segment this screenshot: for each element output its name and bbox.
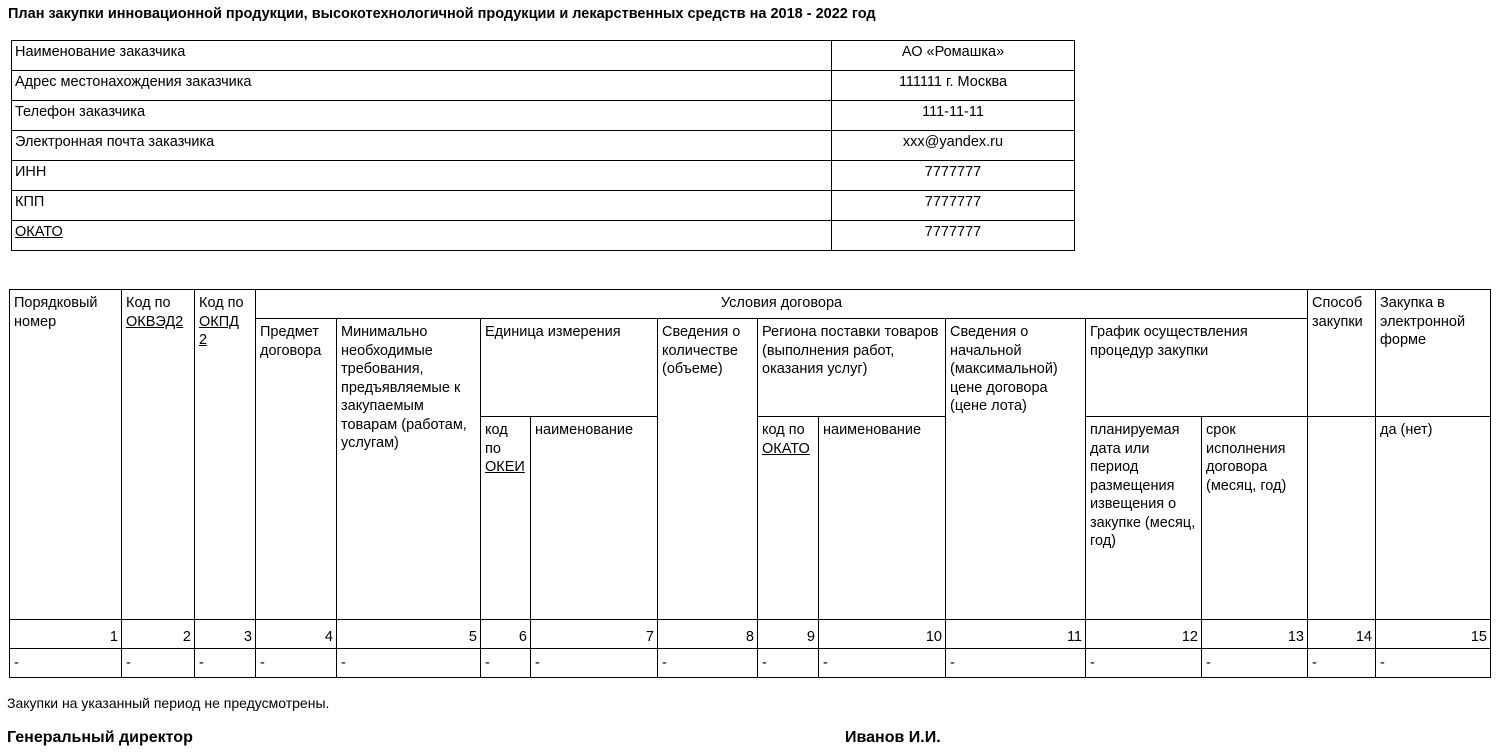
yes-no-header: да (нет) xyxy=(1376,417,1491,620)
unit-code-header xyxy=(481,417,531,620)
no-procurement-note: Закупки на указанный период не предусмотрены. xyxy=(7,695,330,711)
schedule-header: График осуществления процедур закупки xyxy=(1086,319,1308,417)
procurement-method-header: Способ закупки xyxy=(1308,290,1376,417)
okpd-header-text: Код по xyxy=(199,295,244,311)
customer-row xyxy=(12,41,1075,71)
column-number: 10 xyxy=(819,620,946,649)
column-number: 8 xyxy=(658,620,758,649)
empty-cell: - xyxy=(256,649,337,678)
document-title: План закупки инновационной продукции, высокотехнологичной продукции и лекарственных средств на 2018 - 2022 год xyxy=(8,6,876,22)
column-number: 3 xyxy=(195,620,256,649)
empty-cell: - xyxy=(10,649,122,678)
customer-row xyxy=(12,101,1075,131)
signatory-position: Генеральный директор xyxy=(7,729,193,746)
column-number: 6 xyxy=(481,620,531,649)
okpd-link[interactable]: ОКПД 2 xyxy=(199,313,239,348)
unit-code-text: код по xyxy=(485,422,508,457)
customer-okato-value: 7777777 xyxy=(832,221,1075,251)
unit-header: Единица измерения xyxy=(481,319,658,417)
okei-link[interactable]: ОКЕИ xyxy=(485,459,525,475)
customer-row xyxy=(12,191,1075,221)
customer-row xyxy=(12,71,1075,101)
procurement-plan-table xyxy=(9,289,1491,678)
customer-email-value: xxx@yandex.ru xyxy=(832,131,1075,161)
empty-cell: - xyxy=(195,649,256,678)
empty-cell: - xyxy=(337,649,481,678)
okato-code-link[interactable]: ОКАТО xyxy=(762,440,810,457)
customer-address-value: 111111 г. Москва xyxy=(832,71,1075,101)
electronic-procurement-header: Закупка в электронной форме xyxy=(1376,290,1491,417)
customer-row xyxy=(12,161,1075,191)
customer-name-value: АО «Ромашка» xyxy=(832,41,1075,71)
okved-header xyxy=(122,290,195,620)
column-number: 12 xyxy=(1086,620,1202,649)
customer-name-label: Наименование заказчика xyxy=(12,41,832,71)
column-number: 5 xyxy=(337,620,481,649)
okved-header-text: Код по xyxy=(126,295,171,311)
region-header: Региона поставки товаров (выполнения работ, оказания услуг) xyxy=(758,319,946,417)
okved-link[interactable]: ОКВЭД2 xyxy=(126,313,184,330)
column-number: 14 xyxy=(1308,620,1376,649)
empty-cell: - xyxy=(481,649,531,678)
column-number: 2 xyxy=(122,620,195,649)
header-row-1 xyxy=(10,290,1491,319)
customer-email-label: Электронная почта заказчика xyxy=(12,131,832,161)
contract-subject-header: Предмет договора xyxy=(256,319,337,620)
quantity-header: Сведения о количестве (объеме) xyxy=(658,319,758,620)
method-subheader xyxy=(1308,417,1376,620)
column-numbers-row xyxy=(10,620,1491,649)
requirements-header: Минимально необходимые требования, предъявляемые к закупаемым товарам (работам, услугам) xyxy=(337,319,481,620)
customer-row xyxy=(12,131,1075,161)
customer-inn-label: ИНН xyxy=(12,161,832,191)
unit-name-header: наименование xyxy=(531,417,658,620)
column-number: 7 xyxy=(531,620,658,649)
customer-inn-value: 7777777 xyxy=(832,161,1075,191)
customer-info-table xyxy=(11,40,1075,251)
column-number: 4 xyxy=(256,620,337,649)
customer-phone-label: Телефон заказчика xyxy=(12,101,832,131)
empty-cell: - xyxy=(1308,649,1376,678)
region-name-header: наименование xyxy=(819,417,946,620)
customer-row xyxy=(12,221,1075,251)
column-number: 1 xyxy=(10,620,122,649)
planned-date-header: планируемая дата или период размещения извещения о закупке (месяц, год) xyxy=(1086,417,1202,620)
customer-kpp-label: КПП xyxy=(12,191,832,221)
empty-cell: - xyxy=(122,649,195,678)
customer-okato-label xyxy=(12,221,832,251)
contract-conditions-header: Условия договора xyxy=(256,290,1308,319)
empty-cell: - xyxy=(758,649,819,678)
region-code-header xyxy=(758,417,819,620)
table-row xyxy=(10,649,1491,678)
okpd-header xyxy=(195,290,256,620)
empty-cell: - xyxy=(1376,649,1491,678)
order-number-header: Порядковый номер xyxy=(10,290,122,620)
empty-cell: - xyxy=(1202,649,1308,678)
contract-term-header: срок исполнения договора (месяц, год) xyxy=(1202,417,1308,620)
signatory-name: Иванов И.И. xyxy=(845,729,941,746)
empty-cell: - xyxy=(658,649,758,678)
column-number: 9 xyxy=(758,620,819,649)
empty-cell: - xyxy=(1086,649,1202,678)
region-code-text: код по xyxy=(762,422,805,438)
customer-address-label: Адрес местонахождения заказчика xyxy=(12,71,832,101)
customer-kpp-value: 7777777 xyxy=(832,191,1075,221)
column-number: 15 xyxy=(1376,620,1491,649)
empty-cell: - xyxy=(819,649,946,678)
okato-link[interactable]: ОКАТО xyxy=(15,224,63,240)
empty-cell: - xyxy=(531,649,658,678)
price-header: Сведения о начальной (максимальной) цене договора (цене лота) xyxy=(946,319,1086,620)
column-number: 13 xyxy=(1202,620,1308,649)
empty-cell: - xyxy=(946,649,1086,678)
column-number: 11 xyxy=(946,620,1086,649)
customer-phone-value: 111-11-11 xyxy=(832,101,1075,131)
